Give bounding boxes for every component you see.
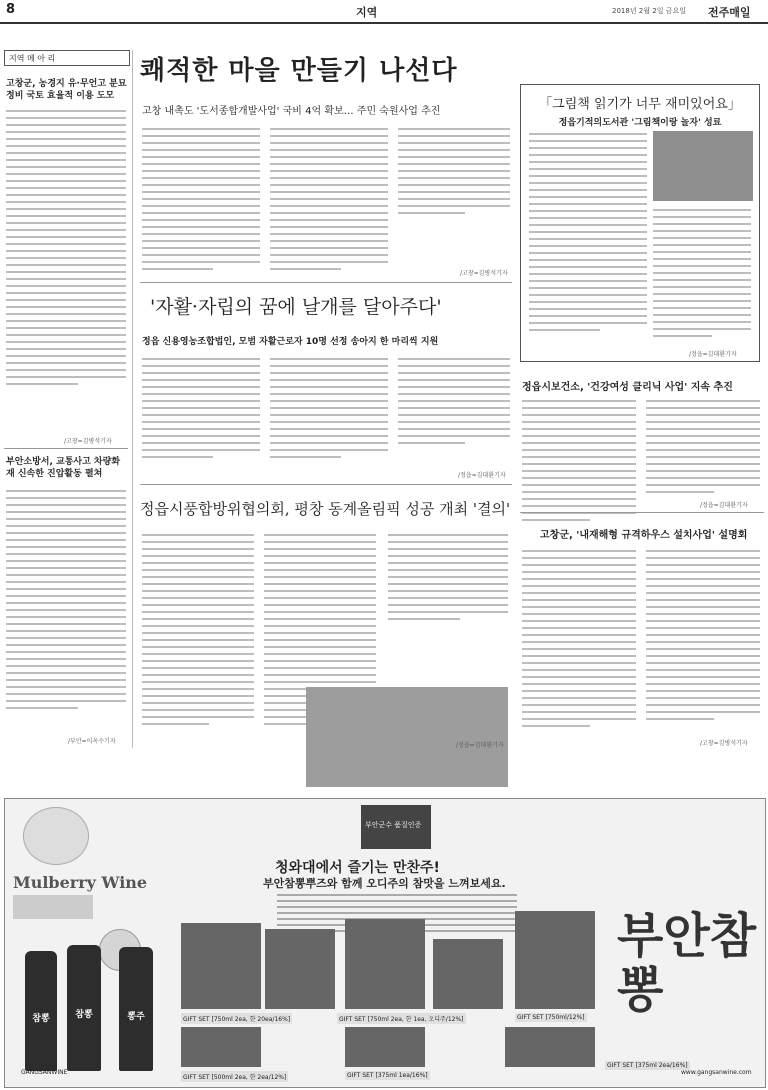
gift-box-photo [181,1027,261,1067]
story2-subheadline: 정읍 신용영농조합법인, 모범 자활근로자 10명 선정 송아지 한 마리씩 지원 [142,337,439,347]
library-subtitle: 정읍기적의도서관 '그림책이랑 놀자' 성료 [558,118,722,128]
newspaper-name: 전주매일 [708,6,751,19]
ad-headline: 청와대에서 즐기는 만찬주! [275,860,440,876]
company-name: GANGSANWINE [21,1069,68,1076]
divider [4,448,128,449]
story5-body-col2 [646,550,760,725]
page-number: 8 [6,2,16,17]
story2-body-col1 [142,358,260,463]
gift-box-photo [345,1027,425,1067]
left-column [4,50,133,748]
story3-headline: 정읍시보건소, '건강여성 클리닉 사업' 지속 추진 [522,382,733,393]
story4-byline: /정읍=김대환기자 [456,742,504,749]
lead-body-col3 [398,128,510,219]
gift-box-photo [181,923,261,1009]
divider [140,282,512,283]
library-title: 「그림책 읽기가 너무 재미있어요」 [539,97,741,112]
price-label: GIFT SET [750ml 2ea, 한 1ea, 오디주/12%] [337,1013,466,1024]
group-photo [306,687,508,787]
wine-advertisement [4,798,766,1088]
gift-box-photo [505,1027,595,1067]
price-label: GIFT SET [750ml/12%] [517,1014,585,1021]
library-body-col2 [653,209,751,342]
story3-byline: /정읍=김대환기자 [700,502,748,509]
library-photo [653,131,753,201]
product-name: 부안참뽕 [617,908,757,1018]
gift-box-photo [433,939,503,1009]
article2-body [6,490,126,714]
brand-blurb [13,895,93,919]
issue-date: 2018년 2월 2일 금요일 [612,7,686,15]
story4-body-col1 [142,534,254,730]
lead-body-col2 [270,128,388,275]
gift-box-photo [345,919,425,1009]
price-label: GIFT SET [375ml 1ea/16%] [347,1072,428,1079]
library-byline: /정읍=김대환기자 [689,351,737,358]
website: www.gangsanwine.com [681,1069,752,1076]
price-label: GIFT SET [375ml 2ea/16%] [607,1062,688,1069]
divider [520,512,764,513]
gift-box-photo [265,929,335,1009]
library-box [520,84,760,362]
lead-body-col1 [142,128,260,275]
lead-subheadline: 고창 내촉도 '도서종합개발사업' 국비 4억 확보… 주민 숙원사업 추진 [142,106,441,117]
story4-headline: 정읍시풍합방위협의회, 평창 동계올림픽 성공 개최 '결의' [140,500,511,518]
story5-byline: /고창=김병석기자 [700,740,748,747]
memo-label-box [4,50,130,66]
article2-headline: 부안소방서, 교통사고 차량화재 신속한 진압활동 펼쳐 [6,457,121,479]
story4-body-col3 [388,534,508,625]
story5-body-col1 [522,550,636,732]
story2-body-col2 [270,358,388,463]
story2-headline: '자활·자립의 꿈에 날개를 달아주다' [150,296,442,318]
article1-byline: /고창=김병석기자 [64,438,112,445]
lead-headline: 쾌적한 마을 만들기 나선다 [140,56,458,86]
article2-byline: /부안=이옥수기자 [68,738,116,745]
quality-tag-text: 부안군수 품질인증 [365,821,422,829]
ad-subline: 부안참뽕뿌즈와 함께 오디주의 참맛을 느껴보세요. [263,877,506,890]
ad-brand: Mulberry Wine [13,873,148,892]
article1-headline: 고창군, 농경지 유·무언고 분묘 정비 국토 효율적 이용 도모 [6,79,127,101]
story2-byline: /정읍=김대환기자 [458,472,506,479]
price-label: GIFT SET [500ml 2ea, 한 2ea/12%] [181,1071,288,1082]
section-title: 지역 [356,6,378,19]
library-body-col1 [529,133,647,336]
story2-body-col3 [398,358,510,449]
gift-box-photo [515,911,595,1009]
wine-bottle: 참뽕 [25,951,57,1071]
story3-body-col2 [646,400,760,498]
lead-byline: /고창=김병석기자 [460,270,508,277]
quality-tag [361,805,431,849]
article1-body [6,110,126,390]
memo-label: 지역 메 아 리 [9,54,56,63]
brand-logo [23,807,89,865]
wine-bottle: 뽕주 [119,947,153,1071]
page-header [0,0,768,24]
divider [140,484,512,485]
story3-body-col1 [522,400,636,526]
price-label: GIFT SET [750ml 2ea, 한 20ea/16%] [181,1013,292,1024]
story5-headline: 고창군, '내재해형 규격하우스 설치사업' 설명회 [540,530,748,541]
wine-bottle: 참뽕 [67,945,101,1071]
